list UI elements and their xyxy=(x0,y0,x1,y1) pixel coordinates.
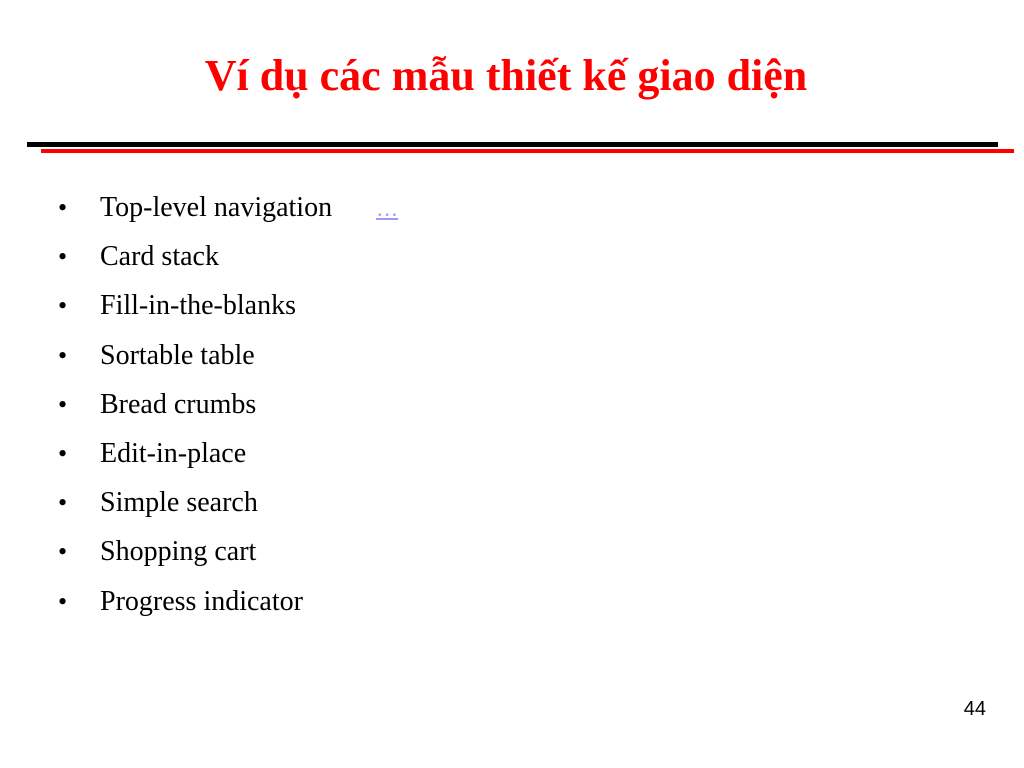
list-item-label: Simple search xyxy=(100,487,258,519)
list-item xyxy=(58,527,398,576)
bullet-icon: • xyxy=(58,586,68,616)
list-item xyxy=(58,478,398,527)
bullet-icon: • xyxy=(58,242,68,272)
slide-title: Ví dụ các mẫu thiết kế giao diện xyxy=(204,51,808,100)
more-link[interactable]: … xyxy=(376,196,399,221)
bullet-icon: • xyxy=(58,340,68,370)
page-number: 44 xyxy=(963,698,986,720)
title-divider-red xyxy=(41,149,1014,153)
title-divider-black xyxy=(27,142,998,147)
list-item-label: Progress indicator xyxy=(100,585,303,617)
list-item xyxy=(58,380,398,429)
list-item xyxy=(58,232,398,281)
list-item xyxy=(58,331,398,380)
list-item-label: Sortable table xyxy=(100,339,255,371)
bullet-icon: • xyxy=(58,389,68,419)
list-item-label: Edit-in-place xyxy=(100,437,247,469)
list-item-label: Fill-in-the-blanks xyxy=(100,290,296,322)
list-item-label: Top-level navigation xyxy=(100,192,333,223)
bullet-icon: • xyxy=(58,291,68,321)
bullet-icon: • xyxy=(58,488,68,518)
bullet-icon: • xyxy=(58,537,68,567)
list-item-label: Shopping cart xyxy=(100,536,257,568)
list-item-label: Card stack xyxy=(100,241,219,273)
list-item xyxy=(58,429,398,478)
bullet-icon: • xyxy=(58,193,68,222)
list-item-label: Bread crumbs xyxy=(100,388,257,420)
list-item xyxy=(58,577,398,626)
bullet-icon: • xyxy=(58,438,68,468)
list-item xyxy=(58,183,398,232)
bullet-list xyxy=(58,183,398,626)
list-item xyxy=(58,281,398,330)
